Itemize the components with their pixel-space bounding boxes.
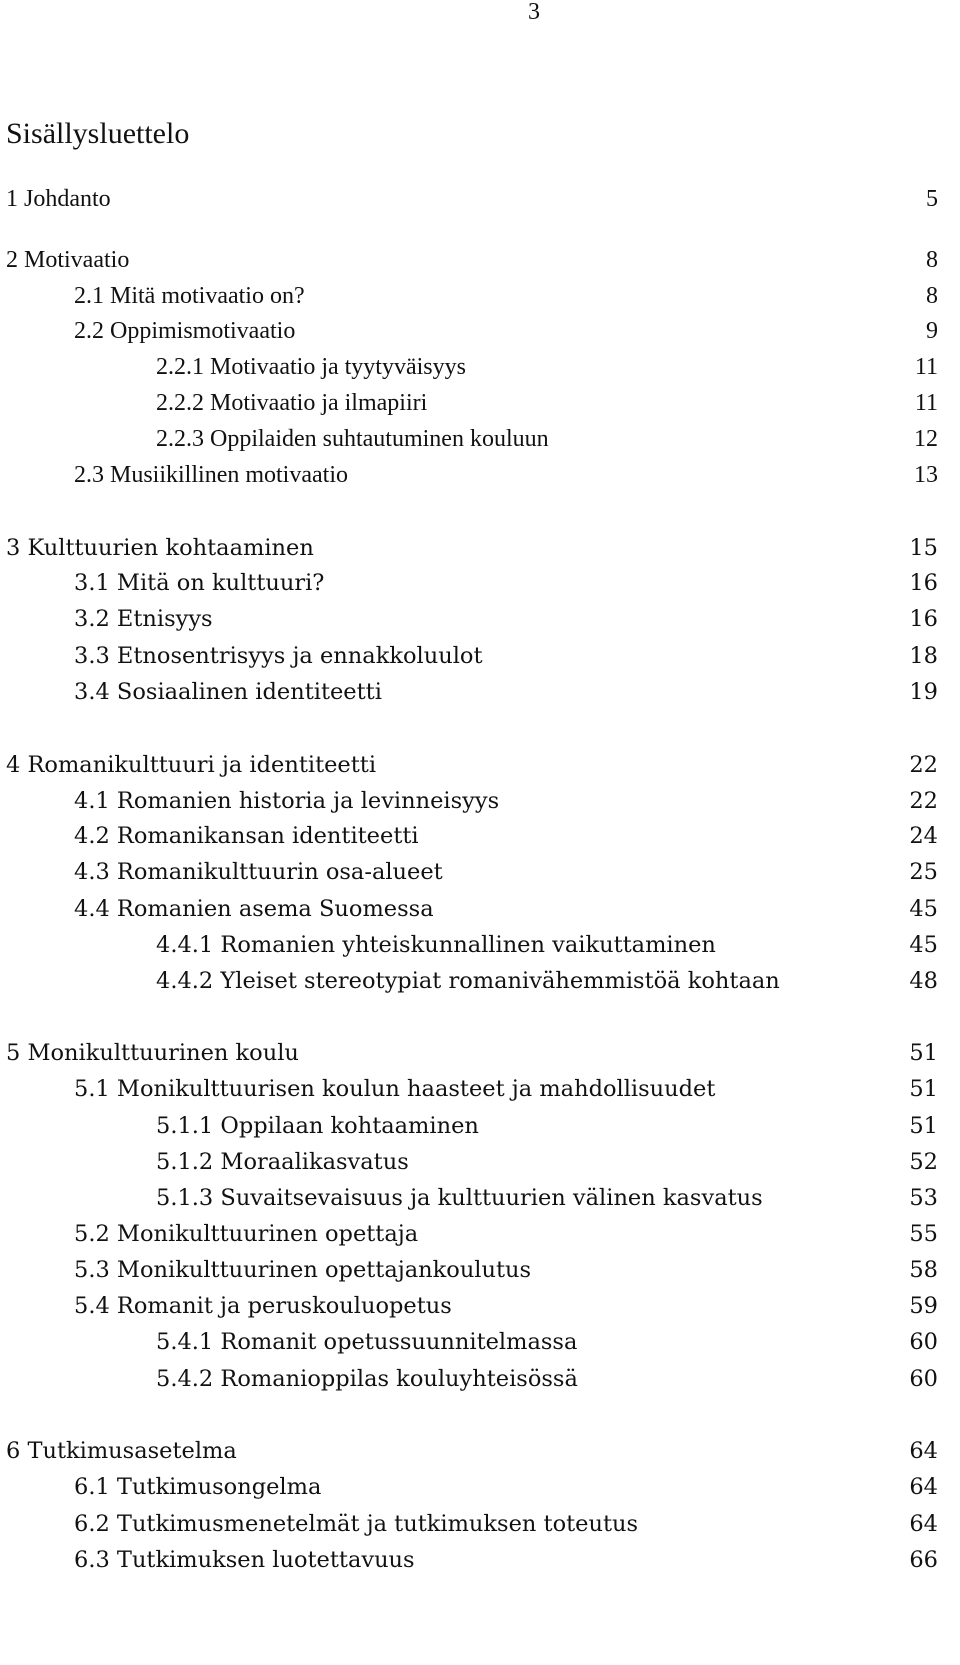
toc-entry-page: 45	[909, 896, 938, 922]
toc-entry-label: 4.3 Romanikulttuurin osa-alueet	[74, 859, 443, 885]
toc-entry-page: 8	[926, 283, 938, 309]
toc-entry	[0, 1145, 960, 1179]
page-number: 3	[528, 0, 540, 25]
toc-entry-page: 52	[909, 1149, 938, 1175]
toc-entry	[0, 350, 960, 384]
toc-entry-page: 8	[926, 247, 938, 273]
toc-entry-page: 24	[909, 823, 938, 849]
toc-entry	[0, 602, 960, 636]
toc-entry-page: 60	[909, 1366, 938, 1392]
toc-entry-page: 51	[909, 1040, 938, 1066]
toc-entry	[0, 1036, 960, 1070]
toc-entry-page: 51	[909, 1076, 938, 1102]
toc-entry-label: 4.4.1 Romanien yhteiskunnallinen vaikuttaminen	[156, 932, 716, 958]
toc-entry	[0, 314, 960, 348]
toc-entry	[0, 748, 960, 782]
toc-entry-label: 6.3 Tutkimuksen luotettavuus	[74, 1547, 415, 1573]
toc-entry-page: 60	[909, 1329, 938, 1355]
toc-entry	[0, 1109, 960, 1143]
toc-entry-label: 3.4 Sosiaalinen identiteetti	[74, 679, 382, 705]
toc-entry-label: 3.3 Etnosentrisyys ja ennakkoluulot	[74, 643, 483, 669]
toc-entry-label: 2.2.3 Oppilaiden suhtautuminen kouluun	[156, 426, 549, 452]
toc-entry-page: 5	[926, 186, 938, 212]
toc-entry-label: 5.3 Monikulttuurinen opettajankoulutus	[74, 1257, 532, 1283]
toc-entry-label: 2.2.2 Motivaatio ja ilmapiiri	[156, 390, 428, 416]
toc-entry	[0, 964, 960, 998]
toc-entry-page: 64	[909, 1474, 938, 1500]
toc-entry	[0, 1253, 960, 1287]
toc-entry-label: 2.1 Mitä motivaatio on?	[74, 283, 305, 309]
toc-entry-label: 3 Kulttuurien kohtaaminen	[6, 535, 314, 561]
toc-entry-page: 48	[909, 968, 938, 994]
toc-entry-page: 11	[914, 354, 938, 380]
toc-entry-label: 4.2 Romanikansan identiteetti	[74, 823, 419, 849]
toc-entry-page: 18	[909, 643, 938, 669]
toc-entry	[0, 784, 960, 818]
toc-entry	[0, 1181, 960, 1215]
toc-entry	[0, 1325, 960, 1359]
toc-entry-page: 15	[909, 535, 938, 561]
toc-entry-label: 2 Motivaatio	[6, 247, 130, 273]
toc-entry	[0, 1543, 960, 1577]
toc-entry-page: 59	[909, 1293, 938, 1319]
toc-entry	[0, 819, 960, 853]
toc-entry-page: 64	[909, 1511, 938, 1537]
toc-entry-page: 19	[909, 679, 938, 705]
toc-entry-label: 5 Monikulttuurinen koulu	[6, 1040, 299, 1066]
toc-title: Sisällysluettelo	[6, 117, 190, 150]
toc-entry-label: 5.4 Romanit ja peruskouluopetus	[74, 1293, 452, 1319]
toc-entry	[0, 531, 960, 565]
toc-entry	[0, 279, 960, 313]
toc-entry	[0, 892, 960, 926]
toc-entry-label: 2.2.1 Motivaatio ja tyytyväisyys	[156, 354, 466, 380]
toc-entry	[0, 386, 960, 420]
toc-entry-page: 13	[914, 462, 938, 488]
toc-entry-page: 66	[909, 1547, 938, 1573]
toc-entry-label: 6 Tutkimusasetelma	[6, 1438, 237, 1464]
toc-entry-page: 12	[914, 426, 938, 452]
toc-entry-label: 3.1 Mitä on kulttuuri?	[74, 570, 325, 596]
toc-entry-label: 5.4.2 Romanioppilas kouluyhteisössä	[156, 1366, 578, 1392]
toc-entry-label: 4 Romanikulttuuri ja identiteetti	[6, 752, 377, 778]
toc-entry	[0, 1217, 960, 1251]
toc-entry-label: 5.1 Monikulttuurisen koulun haasteet ja mahdollisuudet	[74, 1076, 716, 1102]
toc-entry	[0, 675, 960, 709]
toc-entry-page: 25	[909, 859, 938, 885]
toc-entry-label: 2.2 Oppimismotivaatio	[74, 318, 296, 344]
toc-entry-label: 5.1.1 Oppilaan kohtaaminen	[156, 1113, 479, 1139]
toc-entry	[0, 855, 960, 889]
toc-entry-label: 2.3 Musiikillinen motivaatio	[74, 462, 348, 488]
toc-entry-page: 64	[909, 1438, 938, 1464]
toc-entry-page: 16	[909, 606, 938, 632]
toc-entry-page: 16	[909, 570, 938, 596]
toc-entry	[0, 458, 960, 492]
toc-entry-page: 53	[909, 1185, 938, 1211]
toc-entry-label: 5.1.2 Moraalikasvatus	[156, 1149, 409, 1175]
toc-entry-label: 6.1 Tutkimusongelma	[74, 1474, 322, 1500]
toc-entry-page: 22	[909, 752, 938, 778]
toc-entry	[0, 1507, 960, 1541]
toc-entry	[0, 1470, 960, 1504]
toc-entry-page: 51	[909, 1113, 938, 1139]
toc-entry-label: 1 Johdanto	[6, 186, 111, 212]
toc-entry-label: 4.4 Romanien asema Suomessa	[74, 896, 434, 922]
toc-entry-label: 5.2 Monikulttuurinen opettaja	[74, 1221, 419, 1247]
toc-entry	[0, 639, 960, 673]
toc-entry-label: 6.2 Tutkimusmenetelmät ja tutkimuksen toteutus	[74, 1511, 639, 1537]
toc-entry-page: 45	[909, 932, 938, 958]
toc-entry	[0, 566, 960, 600]
toc-entry	[0, 422, 960, 456]
toc-entry	[0, 1289, 960, 1323]
toc-entry	[0, 1362, 960, 1396]
toc-entry-page: 55	[909, 1221, 938, 1247]
toc-entry	[0, 182, 960, 216]
toc-entry	[0, 928, 960, 962]
toc-entry-label: 5.4.1 Romanit opetussuunnitelmassa	[156, 1329, 578, 1355]
toc-entry	[0, 1072, 960, 1106]
toc-entry-label: 4.4.2 Yleiset stereotypiat romanivähemmistöä kohtaan	[156, 968, 780, 994]
toc-entry	[0, 243, 960, 277]
toc-entry-label: 4.1 Romanien historia ja levinneisyys	[74, 788, 500, 814]
toc-entry-label: 5.1.3 Suvaitsevaisuus ja kulttuurien välinen kasvatus	[156, 1185, 763, 1211]
toc-entry-label: 3.2 Etnisyys	[74, 606, 213, 632]
toc-entry	[0, 1434, 960, 1468]
toc-entry-page: 11	[914, 390, 938, 416]
toc-entry-page: 22	[909, 788, 938, 814]
toc-entry-page: 9	[926, 318, 938, 344]
toc-entry-page: 58	[909, 1257, 938, 1283]
